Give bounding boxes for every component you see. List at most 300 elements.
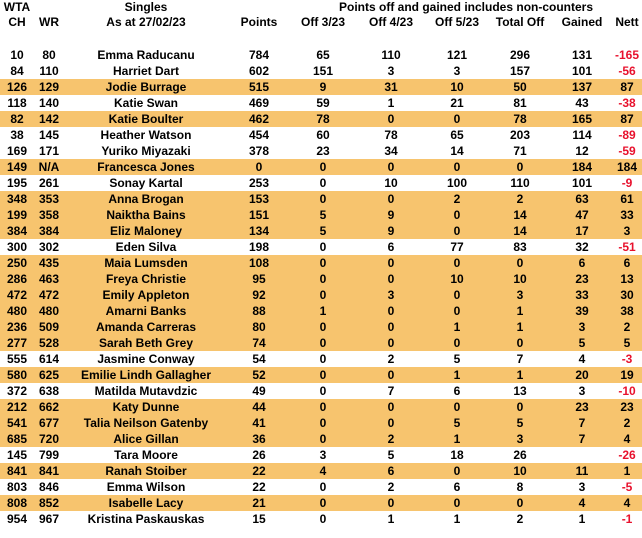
header-row-top: [0, 0, 642, 15]
cell-off-4-23: 0: [387, 160, 395, 174]
cell-off-4-23: 10: [384, 176, 398, 190]
cell-name: Amanda Carreras: [95, 320, 197, 334]
cell-gained: 3: [578, 320, 586, 334]
cell-ch: 169: [6, 144, 28, 158]
cell-ch: 480: [6, 304, 28, 318]
cell-points: 88: [252, 304, 266, 318]
cell-total-off: 13: [513, 384, 527, 398]
cell-ch: 250: [6, 256, 28, 270]
cell-off-5-23: 100: [446, 176, 468, 190]
player-row: [0, 175, 642, 191]
cell-off-5-23: 0: [453, 464, 461, 478]
cell-wr: 463: [38, 272, 60, 286]
cell-total-off: 10: [513, 464, 527, 478]
cell-wr: N/A: [38, 160, 60, 174]
cell-name: Katy Dunne: [112, 400, 180, 414]
cell-total-off: 14: [513, 224, 527, 238]
cell-name: Talia Neilson Gatenby: [83, 416, 209, 430]
cell-points: 454: [248, 128, 270, 142]
cell-off-5-23: 0: [453, 288, 461, 302]
cell-off-3-23: 0: [319, 496, 327, 510]
cell-wr: 358: [38, 208, 60, 222]
cell-off-3-23: 59: [316, 96, 330, 110]
cell-off-3-23: 1: [319, 304, 327, 318]
col-header-ch: CH: [8, 15, 26, 29]
cell-name: Isabelle Lacy: [108, 496, 184, 510]
cell-wr: 140: [38, 96, 60, 110]
cell-wr: 80: [42, 48, 56, 62]
cell-off-4-23: 0: [387, 272, 395, 286]
cell-nett: 87: [620, 80, 634, 94]
cell-off-5-23: 121: [446, 48, 468, 62]
cell-name: Katie Swan: [113, 96, 179, 110]
cell-nett: 1: [623, 464, 631, 478]
cell-wr: 472: [38, 288, 60, 302]
cell-total-off: 0: [516, 496, 524, 510]
player-row: [0, 239, 642, 255]
cell-off-4-23: 1: [387, 512, 395, 526]
cell-off-5-23: 0: [453, 400, 461, 414]
player-row: [0, 431, 642, 447]
cell-off-4-23: 0: [387, 336, 395, 350]
cell-nett: 3: [623, 224, 631, 238]
cell-off-4-23: 2: [387, 352, 395, 366]
cell-off-4-23: 0: [387, 192, 395, 206]
cell-off-3-23: 5: [319, 208, 327, 222]
cell-points: 44: [252, 400, 266, 414]
cell-gained: 7: [578, 432, 586, 446]
cell-ch: 277: [6, 336, 28, 350]
cell-off-4-23: 0: [387, 368, 395, 382]
cell-off-3-23: 5: [319, 224, 327, 238]
cell-total-off: 0: [516, 336, 524, 350]
cell-name: Amarni Banks: [105, 304, 187, 318]
cell-gained: 114: [572, 128, 592, 142]
cell-nett: 5: [623, 336, 631, 350]
cell-name: Anna Brogan: [108, 192, 184, 206]
cell-name: Alice Gillan: [113, 432, 179, 446]
cell-off-4-23: 0: [387, 112, 395, 126]
cell-gained: 7: [578, 416, 586, 430]
cell-ch: 348: [6, 192, 28, 206]
cell-gained: 23: [575, 272, 589, 286]
cell-points: 153: [248, 192, 270, 206]
player-row: [0, 383, 642, 399]
cell-gained: 4: [578, 496, 586, 510]
cell-nett: -10: [618, 384, 636, 398]
cell-off-3-23: 0: [319, 512, 327, 526]
cell-points: 41: [252, 416, 266, 430]
cell-ch: 803: [6, 480, 28, 494]
cell-ch: 84: [10, 64, 24, 78]
cell-ch: 82: [10, 112, 24, 126]
col-header-nett: Nett: [615, 15, 639, 29]
header-spacer-2: [228, 0, 290, 15]
cell-wr: 720: [38, 432, 60, 446]
cell-gained: 63: [575, 192, 589, 206]
cell-name: Katie Boulter: [108, 112, 184, 126]
cell-off-4-23: 3: [387, 288, 395, 302]
cell-total-off: 3: [516, 288, 524, 302]
cell-gained: 1: [578, 512, 586, 526]
header-spacer-1: [34, 0, 64, 15]
cell-nett: 6: [623, 256, 631, 270]
cell-points: 134: [248, 224, 270, 238]
cell-gained: 39: [575, 304, 589, 318]
cell-gained: 4: [578, 352, 586, 366]
cell-ch: 808: [6, 496, 28, 510]
cell-off-3-23: 9: [319, 80, 327, 94]
cell-off-5-23: 77: [450, 240, 464, 254]
cell-off-4-23: 0: [387, 320, 395, 334]
cell-points: 49: [252, 384, 266, 398]
cell-off-4-23: 2: [387, 432, 395, 446]
cell-off-3-23: 0: [319, 336, 327, 350]
cell-off-5-23: 3: [453, 64, 461, 78]
cell-gained: 43: [575, 96, 589, 110]
cell-points: 253: [248, 176, 270, 190]
cell-name: Matilda Mutavdzic: [94, 384, 198, 398]
header-row-columns: [0, 15, 642, 30]
cell-wr: 841: [38, 464, 60, 478]
cell-name: Sarah Beth Grey: [98, 336, 194, 350]
cell-gained: 131: [571, 48, 593, 62]
header-noncounters-note: Points off and gained includes non-counters: [339, 0, 594, 14]
cell-points: 22: [252, 464, 266, 478]
player-row: [0, 319, 642, 335]
player-row: [0, 287, 642, 303]
col-header-off-3-23: Off 3/23: [300, 15, 345, 29]
cell-gained: [552, 447, 612, 463]
cell-off-5-23: 10: [450, 272, 464, 286]
cell-wr: 129: [38, 80, 60, 94]
cell-total-off: 2: [516, 192, 524, 206]
player-row: [0, 399, 642, 415]
cell-wr: 799: [38, 448, 60, 462]
cell-total-off: 1: [516, 304, 524, 318]
cell-name: Emma Wilson: [106, 480, 186, 494]
cell-ch: 236: [6, 320, 28, 334]
cell-off-5-23: 0: [453, 160, 461, 174]
cell-off-5-23: 0: [453, 336, 461, 350]
cell-wr: 662: [38, 400, 60, 414]
cell-total-off: 8: [516, 480, 524, 494]
cell-off-4-23: 0: [387, 400, 395, 414]
player-row: [0, 191, 642, 207]
cell-ch: 372: [6, 384, 28, 398]
cell-off-4-23: 0: [387, 304, 395, 318]
cell-nett: 87: [620, 112, 634, 126]
cell-nett: -165: [615, 48, 640, 62]
cell-nett: -51: [618, 240, 636, 254]
player-row: [0, 351, 642, 367]
cell-ch: 472: [6, 288, 28, 302]
cell-points: 602: [248, 64, 270, 78]
cell-off-4-23: 31: [384, 80, 398, 94]
cell-off-3-23: 60: [316, 128, 330, 142]
cell-wr: 846: [38, 480, 60, 494]
cell-nett: -9: [621, 176, 633, 190]
cell-ch: 212: [6, 400, 28, 414]
cell-nett: 4: [623, 496, 631, 510]
cell-name: Eden Silva: [115, 240, 177, 254]
cell-wr: 528: [38, 336, 60, 350]
cell-total-off: 14: [513, 208, 527, 222]
cell-points: 80: [252, 320, 266, 334]
header-singles-label: Singles: [124, 0, 168, 14]
cell-wr: 384: [38, 224, 60, 238]
cell-points: 198: [248, 240, 270, 254]
col-header-off-4-23: Off 4/23: [368, 15, 413, 29]
cell-off-3-23: 0: [319, 256, 327, 270]
cell-points: 151: [248, 208, 270, 222]
cell-nett: -89: [618, 128, 636, 142]
cell-nett: 13: [620, 272, 634, 286]
cell-points: 36: [252, 432, 266, 446]
cell-off-5-23: 14: [450, 144, 464, 158]
cell-points: 21: [252, 496, 266, 510]
player-row: [0, 511, 642, 527]
cell-name: Emma Raducanu: [97, 48, 195, 62]
spacer-cell: [0, 30, 642, 47]
cell-off-3-23: 0: [319, 416, 327, 430]
cell-off-5-23: 1: [453, 320, 461, 334]
cell-nett: 38: [620, 304, 634, 318]
cell-off-5-23: 18: [450, 448, 464, 462]
cell-points: 784: [248, 48, 270, 62]
col-header-points: Points: [240, 15, 278, 29]
cell-wr: 261: [38, 176, 60, 190]
cell-total-off: 2: [516, 512, 524, 526]
cell-off-3-23: 0: [319, 368, 327, 382]
cell-total-off: 7: [516, 352, 524, 366]
cell-points: 74: [252, 336, 266, 350]
cell-wr: 353: [38, 192, 60, 206]
cell-nett: -1: [621, 512, 633, 526]
cell-wr: 480: [38, 304, 60, 318]
cell-gained: 6: [578, 256, 586, 270]
player-row: [0, 159, 642, 175]
cell-ch: 126: [6, 80, 28, 94]
player-row: [0, 95, 642, 111]
cell-points: 15: [252, 512, 266, 526]
cell-off-5-23: 5: [453, 352, 461, 366]
cell-off-5-23: 21: [450, 96, 464, 110]
cell-wr: 142: [38, 112, 60, 126]
cell-total-off: 0: [516, 256, 524, 270]
cell-off-5-23: 1: [453, 512, 461, 526]
cell-wr: 110: [39, 64, 59, 78]
col-header-asat-date: As at 27/02/23: [106, 15, 186, 29]
cell-name: Heather Watson: [100, 128, 192, 142]
cell-wr: 625: [38, 368, 60, 382]
cell-off-5-23: 2: [453, 192, 461, 206]
player-row: [0, 479, 642, 495]
cell-gained: 137: [571, 80, 593, 94]
cell-total-off: 26: [513, 448, 527, 462]
cell-off-5-23: 1: [453, 368, 461, 382]
cell-gained: 47: [575, 208, 589, 222]
cell-name: Maia Lumsden: [104, 256, 188, 270]
cell-off-4-23: 78: [384, 128, 398, 142]
player-row: [0, 143, 642, 159]
cell-name: Emilie Lindh Gallagher: [80, 368, 212, 382]
cell-wr: 435: [38, 256, 60, 270]
cell-points: 0: [255, 160, 263, 174]
cell-total-off: 0: [516, 400, 524, 414]
cell-off-4-23: 110: [381, 48, 401, 62]
cell-off-4-23: 6: [387, 240, 395, 254]
cell-off-5-23: 1: [453, 432, 461, 446]
cell-nett: 2: [623, 320, 631, 334]
cell-nett: 23: [620, 400, 634, 414]
player-row: [0, 415, 642, 431]
cell-total-off: 83: [513, 240, 527, 254]
cell-nett: 33: [620, 208, 634, 222]
player-row: [0, 271, 642, 287]
cell-name: Tara Moore: [114, 448, 178, 462]
cell-off-5-23: 65: [450, 128, 464, 142]
cell-points: 108: [248, 256, 270, 270]
cell-total-off: 110: [510, 176, 530, 190]
player-row: [0, 79, 642, 95]
cell-off-4-23: 0: [387, 256, 395, 270]
player-row: [0, 127, 642, 143]
player-row: [0, 63, 642, 79]
cell-off-3-23: 78: [316, 112, 330, 126]
cell-off-4-23: 9: [387, 208, 395, 222]
cell-name: Eliz Maloney: [109, 224, 183, 238]
cell-nett: 2: [623, 416, 631, 430]
cell-gained: 33: [575, 288, 589, 302]
cell-ch: 541: [6, 416, 28, 430]
cell-off-3-23: 0: [319, 352, 327, 366]
player-row: [0, 207, 642, 223]
cell-off-3-23: 0: [319, 240, 327, 254]
cell-off-5-23: 5: [453, 416, 461, 430]
cell-gained: 20: [575, 368, 589, 382]
cell-gained: 32: [575, 240, 589, 254]
cell-nett: -26: [618, 448, 636, 462]
cell-total-off: 10: [513, 272, 527, 286]
cell-total-off: 296: [509, 48, 531, 62]
player-row: [0, 303, 642, 319]
cell-off-3-23: 0: [319, 176, 327, 190]
cell-off-5-23: 10: [450, 80, 464, 94]
cell-ch: 384: [6, 224, 28, 238]
player-row: [0, 335, 642, 351]
cell-points: 54: [252, 352, 266, 366]
cell-nett: 184: [617, 160, 638, 174]
cell-gained: 3: [578, 384, 586, 398]
cell-nett: -38: [618, 96, 636, 110]
cell-off-3-23: 23: [316, 144, 330, 158]
cell-points: 515: [248, 80, 270, 94]
cell-total-off: 5: [516, 416, 524, 430]
cell-name: Jasmine Conway: [97, 352, 195, 366]
cell-off-4-23: 9: [387, 224, 395, 238]
cell-name: Freya Christie: [105, 272, 187, 286]
player-row: [0, 111, 642, 127]
cell-off-3-23: 0: [319, 272, 327, 286]
cell-name: Francesca Jones: [97, 160, 195, 174]
cell-off-3-23: 4: [319, 464, 327, 478]
cell-gained: 12: [575, 144, 589, 158]
spacer-row: [0, 30, 642, 47]
cell-wr: 302: [38, 240, 60, 254]
cell-off-5-23: 0: [453, 304, 461, 318]
cell-total-off: 1: [516, 368, 524, 382]
cell-gained: 184: [571, 160, 593, 174]
cell-nett: 61: [620, 192, 634, 206]
cell-ch: 10: [10, 48, 24, 62]
cell-total-off: 81: [513, 96, 527, 110]
cell-total-off: 0: [516, 160, 524, 174]
player-rows: [0, 47, 642, 527]
cell-off-3-23: 0: [319, 288, 327, 302]
cell-ch: 38: [10, 128, 24, 142]
cell-off-3-23: 0: [319, 320, 327, 334]
cell-ch: 841: [6, 464, 28, 478]
cell-wr: 145: [38, 128, 60, 142]
cell-total-off: 71: [513, 144, 527, 158]
cell-name: Harriet Dart: [112, 64, 180, 78]
cell-off-3-23: 65: [316, 48, 330, 62]
cell-wr: 509: [38, 320, 60, 334]
cell-points: 92: [252, 288, 266, 302]
cell-ch: 195: [6, 176, 28, 190]
player-row: [0, 47, 642, 63]
cell-gained: 17: [575, 224, 589, 238]
cell-gained: 165: [571, 112, 593, 126]
cell-off-3-23: 0: [319, 384, 327, 398]
cell-off-5-23: 6: [453, 480, 461, 494]
cell-off-3-23: 0: [319, 400, 327, 414]
cell-gained: 11: [575, 464, 589, 478]
cell-off-3-23: 151: [312, 64, 334, 78]
cell-total-off: 78: [513, 112, 527, 126]
cell-ch: 149: [6, 160, 28, 174]
cell-total-off: 157: [509, 64, 531, 78]
cell-off-5-23: 0: [453, 208, 461, 222]
player-row: [0, 367, 642, 383]
cell-nett: 19: [620, 368, 634, 382]
cell-points: 378: [248, 144, 270, 158]
cell-off-4-23: 0: [387, 496, 395, 510]
cell-off-3-23: 0: [319, 432, 327, 446]
cell-ch: 118: [7, 96, 27, 110]
player-row: [0, 463, 642, 479]
cell-off-3-23: 0: [319, 480, 327, 494]
cell-off-4-23: 7: [387, 384, 395, 398]
cell-off-4-23: 6: [387, 464, 395, 478]
cell-wr: 677: [38, 416, 60, 430]
cell-off-5-23: 0: [453, 496, 461, 510]
cell-wr: 171: [38, 144, 60, 158]
cell-name: Sonay Kartal: [109, 176, 183, 190]
cell-ch: 199: [6, 208, 28, 222]
cell-points: 469: [248, 96, 270, 110]
cell-wr: 614: [38, 352, 60, 366]
cell-gained: 3: [578, 480, 586, 494]
cell-ch: 954: [6, 512, 28, 526]
player-row: [0, 255, 642, 271]
cell-ch: 580: [6, 368, 28, 382]
cell-off-4-23: 34: [384, 144, 398, 158]
header-wta-label: WTA: [3, 0, 31, 14]
cell-ch: 145: [6, 448, 28, 462]
cell-name: Jodie Burrage: [105, 80, 187, 94]
